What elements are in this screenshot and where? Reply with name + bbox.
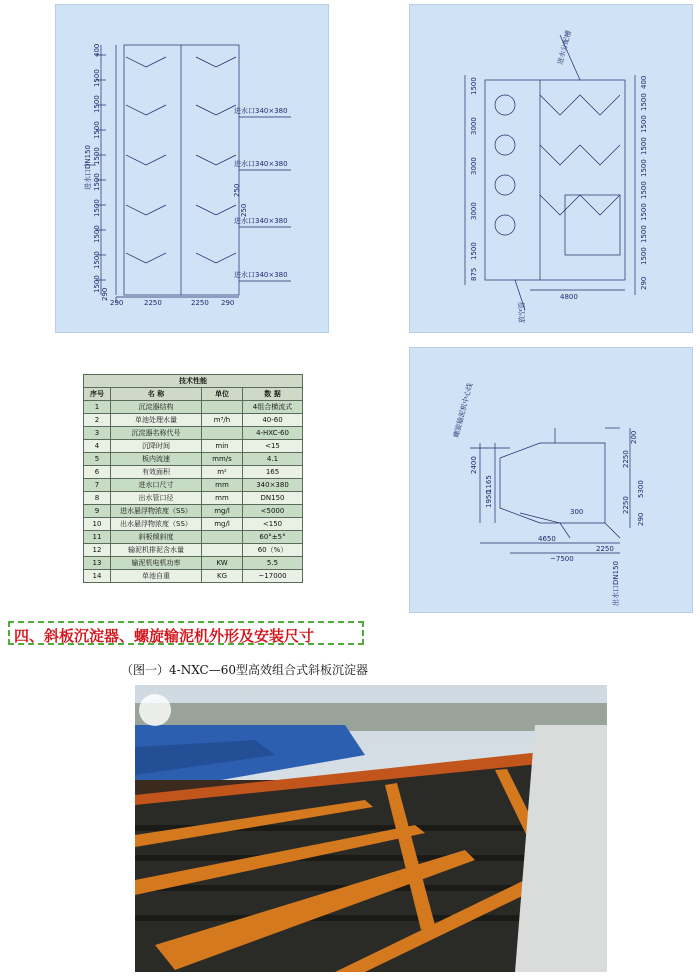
table-cell: 单池自重: [111, 570, 202, 583]
dim-label: 250: [240, 203, 248, 217]
drain-pipe-label: 放空管: [518, 302, 526, 323]
table-cell: 40-60: [243, 414, 303, 427]
plan-drawing: [56, 5, 328, 332]
table-cell: 7: [84, 479, 111, 492]
dim-label: 1500: [470, 242, 478, 260]
dim-label: 2400: [470, 456, 478, 474]
table-cell: 单池处理水量: [111, 414, 202, 427]
dim-label: 1500: [640, 159, 648, 177]
outlet-pipe-label: 出水口DN150: [612, 561, 620, 606]
dim-label: 200: [630, 430, 638, 444]
table-cell: 14: [84, 570, 111, 583]
table-cell: [202, 531, 243, 544]
spec-table-title: 技术性能: [84, 375, 303, 388]
table-cell: 11: [84, 531, 111, 544]
table-cell: 60°±5°: [243, 531, 303, 544]
dim-label: 290: [640, 276, 648, 290]
dim-label: 290: [221, 299, 235, 307]
table-cell: 进水悬浮物浓度（SS）: [111, 505, 202, 518]
table-cell: mg/l: [202, 505, 243, 518]
inlet-label: 进水口340×380: [234, 271, 288, 279]
table-row: [84, 544, 303, 557]
dim-label: ~7500: [550, 555, 574, 563]
table-row: [84, 440, 303, 453]
table-cell: KG: [202, 570, 243, 583]
dim-label: 400: [640, 75, 648, 89]
table-row: [84, 401, 303, 414]
table-cell: [202, 427, 243, 440]
table-row: [84, 466, 303, 479]
dim-label: 875: [470, 267, 478, 281]
section-heading-box: [8, 621, 364, 645]
dim-label: 1950: [485, 490, 493, 508]
table-cell: 1: [84, 401, 111, 414]
table-row: [84, 557, 303, 570]
dim-label: 1500: [640, 181, 648, 199]
inlet-label: 进水口340×380: [234, 107, 288, 115]
col-header: 名 称: [111, 388, 202, 401]
table-row: [84, 479, 303, 492]
table-cell: 12: [84, 544, 111, 557]
dim-label: 3000: [470, 157, 478, 175]
dim-label: 1500: [640, 247, 648, 265]
figure-caption: （图一）4-NXC—60型高效组合式斜板沉淀器: [121, 663, 368, 677]
dim-label: 2250: [622, 496, 630, 514]
table-cell: 60（%）: [243, 544, 303, 557]
spec-table: [83, 374, 303, 583]
table-cell: 5: [84, 453, 111, 466]
dim-label: 290: [101, 287, 109, 301]
dim-label: 290: [110, 299, 124, 307]
table-row: [84, 505, 303, 518]
table-cell: 进水口尺寸: [111, 479, 202, 492]
dim-label: 1165: [485, 475, 493, 493]
dim-label: 4800: [560, 293, 578, 301]
table-cell: 有效面积: [111, 466, 202, 479]
table-row: [84, 492, 303, 505]
table-cell: <15: [243, 440, 303, 453]
table-cell: 340×380: [243, 479, 303, 492]
table-cell: 出水管口径: [111, 492, 202, 505]
dim-label: 250: [233, 183, 241, 197]
dim-label: 1500: [93, 251, 101, 269]
dim-label: 5300: [637, 480, 645, 498]
dim-label: 1500: [93, 275, 101, 293]
table-cell: DN150: [243, 492, 303, 505]
section-drawing: [410, 5, 692, 332]
col-header: 数 据: [243, 388, 303, 401]
dim-label: 1500: [640, 137, 648, 155]
table-cell: 5.5: [243, 557, 303, 570]
dim-label: 4650: [538, 535, 556, 543]
col-header: 单位: [202, 388, 243, 401]
table-cell: mm: [202, 492, 243, 505]
dim-label: 2250: [144, 299, 162, 307]
table-row: [84, 531, 303, 544]
dim-label: 1500: [93, 173, 101, 191]
col-header: 序号: [84, 388, 111, 401]
table-cell: 8: [84, 492, 111, 505]
inlet-label: 进水口340×380: [234, 160, 288, 168]
dim-label: 400: [93, 43, 101, 57]
plan-drawing-panel: [55, 4, 329, 333]
table-cell: 10: [84, 518, 111, 531]
dim-label: 1500: [640, 203, 648, 221]
sedimentation-tank-photo: [135, 685, 607, 972]
table-cell: mg/l: [202, 518, 243, 531]
table-cell: ~17000: [243, 570, 303, 583]
table-cell: mm/s: [202, 453, 243, 466]
dim-label: 2250: [191, 299, 209, 307]
dim-label: 1500: [93, 69, 101, 87]
table-row: [84, 414, 303, 427]
table-cell: 沉降时间: [111, 440, 202, 453]
table-cell: 斜板倾斜度: [111, 531, 202, 544]
dim-label: 1500: [93, 95, 101, 113]
table-cell: mm: [202, 479, 243, 492]
dim-label: 1500: [640, 225, 648, 243]
dim-label: 1500: [93, 225, 101, 243]
table-cell: [202, 401, 243, 414]
table-cell: 出水悬浮物浓度（SS）: [111, 518, 202, 531]
dim-label: 1500: [93, 199, 101, 217]
table-row: [84, 453, 303, 466]
side-drawing: [410, 348, 692, 612]
table-cell: 6: [84, 466, 111, 479]
distribution-trough-label: 进水分配槽: [556, 29, 573, 66]
table-cell: 4-HXC-60: [243, 427, 303, 440]
table-cell: 9: [84, 505, 111, 518]
dim-label: 1500: [640, 93, 648, 111]
dim-label: 1500: [470, 77, 478, 95]
section-drawing-panel: [409, 4, 693, 333]
pipe-label: 进水口DN150: [84, 145, 92, 190]
table-row: [84, 570, 303, 583]
section-heading: 四、斜板沉淀器、螺旋输泥机外形及安装尺寸: [14, 627, 315, 645]
table-cell: 4: [84, 440, 111, 453]
dim-label: 290: [637, 512, 645, 526]
table-cell: 输泥机排泥含水量: [111, 544, 202, 557]
dim-label: 300: [570, 508, 584, 516]
inlet-label: 进水口340×380: [234, 217, 288, 225]
dim-label: 3000: [470, 117, 478, 135]
table-cell: 2: [84, 414, 111, 427]
table-cell: min: [202, 440, 243, 453]
dim-label: 3000: [470, 202, 478, 220]
table-cell: m³/h: [202, 414, 243, 427]
dim-label: 2250: [622, 450, 630, 468]
table-cell: m²: [202, 466, 243, 479]
dim-label: 1500: [640, 115, 648, 133]
dim-label: 1500: [93, 121, 101, 139]
table-cell: 165: [243, 466, 303, 479]
dim-label: 2250: [596, 545, 614, 553]
dim-label: 1500: [93, 147, 101, 165]
table-cell: 输泥机电机功率: [111, 557, 202, 570]
table-cell: 3: [84, 427, 111, 440]
table-cell: 沉淀器名称代号: [111, 427, 202, 440]
table-row: [84, 518, 303, 531]
table-cell: KW: [202, 557, 243, 570]
table-cell: 4.1: [243, 453, 303, 466]
table-cell: [202, 544, 243, 557]
side-drawing-panel: [409, 347, 693, 613]
table-cell: 13: [84, 557, 111, 570]
table-cell: 沉淀器结构: [111, 401, 202, 414]
table-row: [84, 427, 303, 440]
table-cell: <150: [243, 518, 303, 531]
screw-conveyor-axis-label: 螺旋输泥机中心线: [452, 382, 475, 439]
table-cell: 4组合横流式: [243, 401, 303, 414]
table-cell: 板内流速: [111, 453, 202, 466]
table-cell: <5000: [243, 505, 303, 518]
